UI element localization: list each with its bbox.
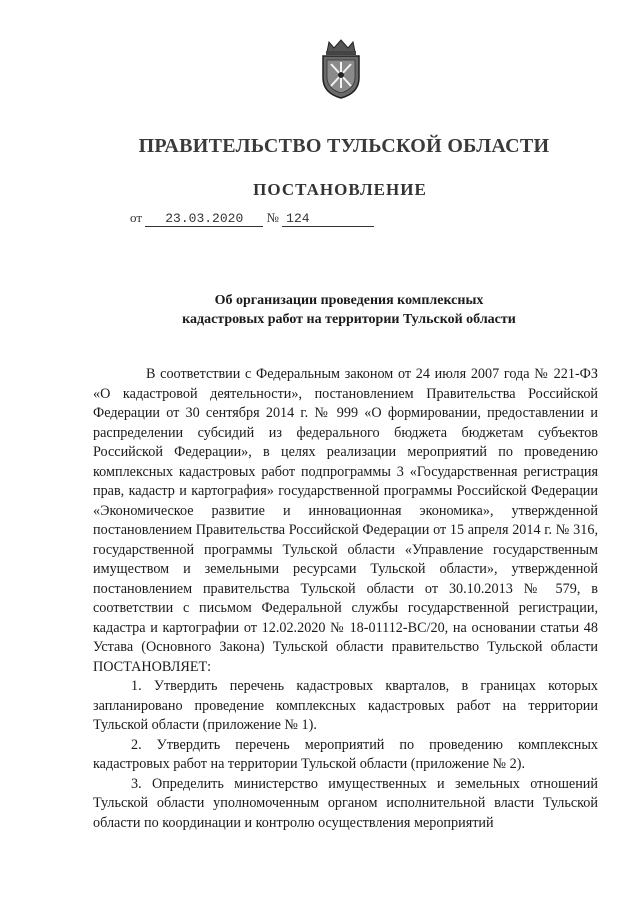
number-label: № xyxy=(266,210,279,225)
document-date: 23.03.2020 xyxy=(145,212,263,227)
tula-coat-of-arms-icon xyxy=(319,38,363,100)
clause-2-paragraph: 2. Утвердить перечень мероприятий по проведению комплексных кадастровых работ на территории Тульской области (приложение № 2). xyxy=(93,736,598,772)
subject-line-1: Об организации проведения комплексных xyxy=(214,293,484,308)
date-label: от xyxy=(130,210,143,225)
preamble-paragraph: В соответствии с Федеральным законом от 24 июля 2007 года № 221-ФЗ «О кадастровой деятельности», постановлением Правительства Российской Федерации от 30 сентября 2014 г. № 999 «О формировании, предоставлении и распределении субсидий из федерального бюджета бюджетам субъектов Российской Федерации», в целях реализации мероприятий по проведению комплексных кадастровых работ подпрограммы 3 «Государственная регистрация прав, кадастр и картография» государственной программы Российской Федерации «Экономическое развитие и инновационная экономика», утвержденной постановлением Правительства Российской Федерации от 15 апреля 2014 г. № 316, государственной программы Тульской области «Управление государственным имуществом и земельными ресурсами Тульской области», утвержденной постановлением правительства Тульской области от 30.10.2013 № 579, в соответствии с письмом Федеральной службы государственной регистрации, кадастра и картографии от 12.02.2020 № 18-01112-ВС/20, на основании статьи 48 Устава (Основного Закона) Тульской области правительство Тульской области ПОСТАНОВЛЯЕТ: xyxy=(93,366,598,675)
document-subject xyxy=(0,291,640,329)
document-type-title: ПОСТАНОВЛЕНИЕ xyxy=(253,180,427,199)
document-number: 124 xyxy=(282,212,374,227)
government-title: ПРАВИТЕЛЬСТВО ТУЛЬСКОЙ ОБЛАСТИ xyxy=(138,135,550,157)
document-body xyxy=(93,365,598,833)
clause-1-paragraph: 1. Утвердить перечень кадастровых кварталов, в границах которых запланировано проведение комплексных кадастровых работ на территории Тульской области (приложение № 1). xyxy=(93,678,598,733)
clause-3-paragraph: 3. Определить министерство имущественных и земельных отношений Тульской области уполномоченным органом исполнительной власти Тульской области по координации и контролю осуществления мероприятий xyxy=(93,775,598,831)
subject-line-2: кадастровых работ на территории Тульской области xyxy=(182,312,516,327)
date-number-line xyxy=(130,210,374,227)
